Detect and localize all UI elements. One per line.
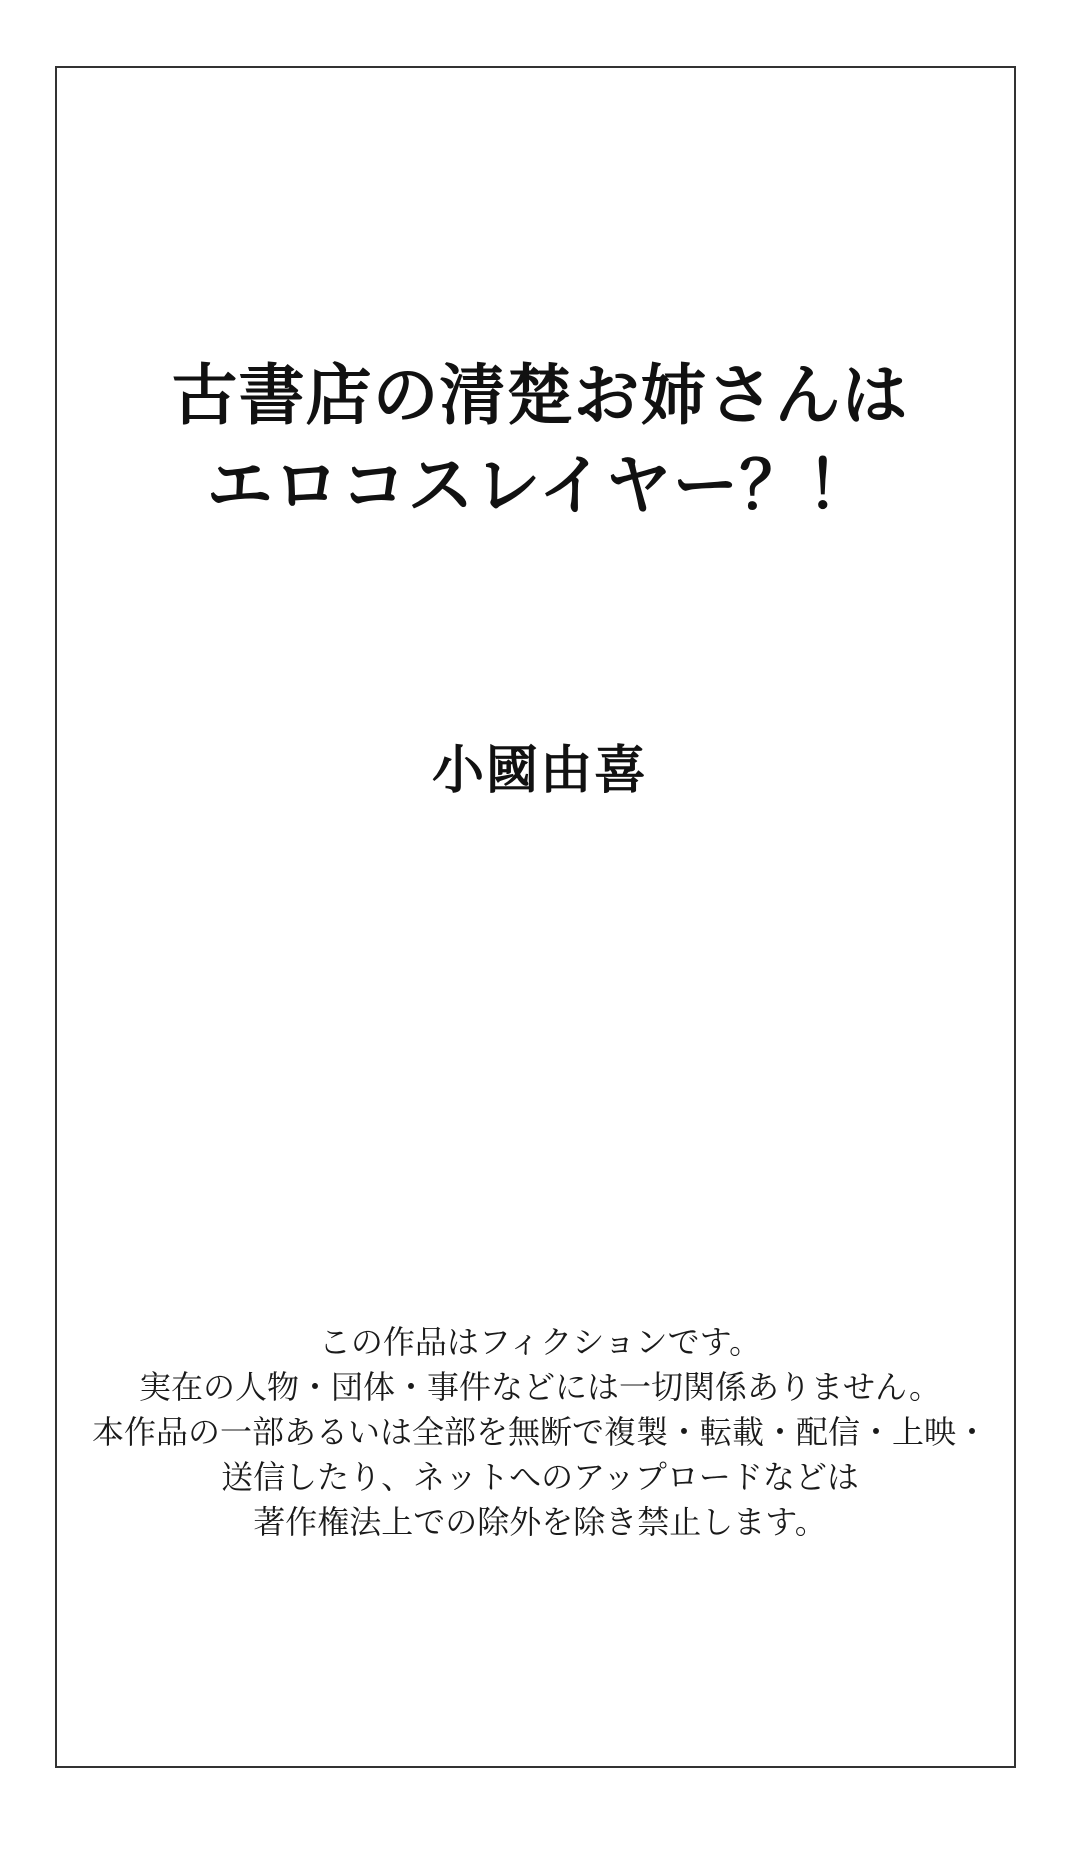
copyright-line-3: 本作品の一部あるいは全部を無断で複製・転載・配信・上映・ [91, 1413, 988, 1451]
copyright-line-5: 著作権法上での除外を除き禁止します。 [253, 1503, 827, 1541]
copyright-line-4: 送信したり、ネットへのアップロードなどは [221, 1458, 859, 1496]
author-name: 小國由喜 [431, 740, 648, 801]
copyright-line-2: 実在の人物・団体・事件などには一切関係ありません。 [139, 1368, 941, 1406]
book-title [0, 350, 1080, 530]
copyright-notice [0, 1320, 1080, 1545]
book-title-line-1: 古書店の清楚お姉さんは [171, 356, 909, 434]
copyright-line-1: この作品はフィクションです。 [318, 1323, 762, 1361]
book-title-line-2: エロコスレイヤー？！ [206, 446, 874, 524]
